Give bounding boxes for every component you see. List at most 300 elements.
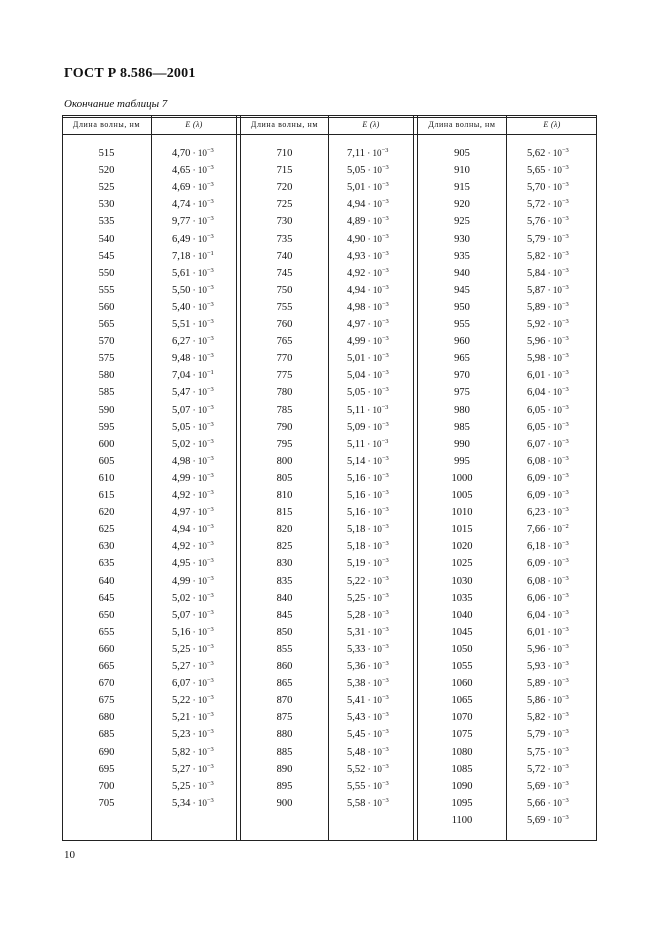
multiply-sign: · 10 bbox=[190, 695, 207, 706]
multiply-sign: · 10 bbox=[545, 661, 562, 671]
table-row bbox=[62, 179, 597, 196]
multiply-sign: · 10 bbox=[190, 233, 207, 244]
exponent: −3 bbox=[206, 232, 214, 240]
mantissa: 6,04 bbox=[527, 609, 546, 621]
exponent: −3 bbox=[561, 181, 569, 189]
multiply-sign: · 10 bbox=[365, 643, 382, 654]
multiply-sign: · 10 bbox=[545, 284, 562, 295]
wavelength-cell: 825 bbox=[276, 541, 293, 553]
mantissa: 5,02 bbox=[172, 592, 191, 604]
mantissa: 5,31 bbox=[347, 626, 366, 638]
mantissa: 5,65 bbox=[527, 165, 546, 177]
irradiance-cell bbox=[527, 641, 569, 659]
table-row bbox=[62, 590, 597, 607]
table-row bbox=[62, 402, 597, 419]
wavelength-cell: 780 bbox=[276, 387, 293, 399]
wavelength-cell: 980 bbox=[454, 404, 470, 416]
multiply-sign: · 10 bbox=[190, 729, 207, 740]
mantissa: 5,96 bbox=[527, 643, 546, 655]
wavelength-cell: 725 bbox=[276, 199, 293, 211]
multiply-sign: · 10 bbox=[190, 267, 207, 278]
mantissa: 5,69 bbox=[527, 814, 546, 826]
multiply-sign: · 10 bbox=[365, 404, 382, 415]
multiply-sign: · 10 bbox=[190, 797, 207, 808]
irradiance-cell bbox=[527, 812, 569, 830]
exponent: −3 bbox=[206, 660, 214, 667]
multiply-sign: · 10 bbox=[365, 626, 382, 637]
wavelength-cell: 960 bbox=[454, 336, 470, 348]
exponent: −3 bbox=[206, 181, 214, 189]
mantissa: 5,48 bbox=[347, 746, 366, 758]
irradiance-cell bbox=[527, 179, 569, 197]
exponent: −3 bbox=[561, 437, 569, 445]
exponent: −3 bbox=[206, 694, 214, 702]
multiply-sign: · 10 bbox=[190, 284, 207, 295]
mantissa: 5,93 bbox=[527, 661, 546, 672]
mantissa: 5,23 bbox=[172, 729, 191, 741]
multiply-sign: · 10 bbox=[190, 558, 207, 569]
wavelength-cell: 520 bbox=[98, 165, 115, 177]
wavelength-cell: 680 bbox=[98, 712, 115, 724]
wavelength-cell: 865 bbox=[276, 678, 293, 690]
table-row bbox=[62, 555, 597, 572]
exponent: −3 bbox=[206, 266, 214, 274]
mantissa: 5,82 bbox=[527, 250, 546, 262]
mantissa: 4,89 bbox=[347, 216, 366, 228]
mantissa: 5,40 bbox=[172, 301, 191, 313]
mantissa: 5,05 bbox=[347, 387, 366, 399]
exponent: −3 bbox=[561, 591, 569, 599]
wavelength-cell: 795 bbox=[276, 438, 293, 450]
multiply-sign: · 10 bbox=[365, 148, 382, 158]
irradiance-cell bbox=[527, 248, 569, 266]
exponent: −3 bbox=[561, 300, 569, 308]
mantissa: 7,04 bbox=[172, 370, 191, 382]
mantissa: 7,11 bbox=[347, 148, 365, 159]
exponent: −3 bbox=[561, 198, 569, 206]
mantissa: 4,94 bbox=[347, 199, 366, 211]
mantissa: 5,02 bbox=[172, 438, 191, 450]
wavelength-cell: 700 bbox=[98, 780, 115, 792]
exponent: −3 bbox=[206, 574, 214, 582]
irradiance-cell bbox=[527, 350, 569, 368]
irradiance-cell bbox=[527, 573, 569, 591]
multiply-sign: · 10 bbox=[365, 746, 382, 757]
multiply-sign: · 10 bbox=[190, 626, 207, 637]
wavelength-cell: 630 bbox=[98, 541, 115, 553]
wavelength-cell: 1025 bbox=[451, 558, 473, 570]
mantissa: 5,43 bbox=[347, 712, 366, 724]
multiply-sign: · 10 bbox=[365, 780, 382, 791]
mantissa: 4,92 bbox=[172, 490, 191, 501]
table-row bbox=[62, 538, 597, 555]
exponent: −3 bbox=[561, 779, 569, 787]
mantissa: 5,50 bbox=[172, 284, 191, 296]
exponent: −3 bbox=[561, 420, 569, 428]
mantissa: 6,18 bbox=[527, 541, 546, 553]
wavelength-cell: 1080 bbox=[451, 746, 473, 758]
exponent: −3 bbox=[206, 557, 214, 565]
mantissa: 4,97 bbox=[347, 319, 366, 330]
exponent: −3 bbox=[206, 728, 214, 736]
wavelength-cell: 845 bbox=[276, 609, 293, 621]
exponent: −3 bbox=[561, 660, 569, 667]
mantissa: 5,18 bbox=[347, 524, 366, 536]
multiply-sign: · 10 bbox=[190, 575, 207, 586]
mantissa: 9,48 bbox=[172, 353, 191, 365]
mantissa: 5,25 bbox=[172, 780, 191, 792]
multiply-sign: · 10 bbox=[365, 524, 382, 535]
multiply-sign: · 10 bbox=[365, 472, 382, 483]
multiply-sign: · 10 bbox=[365, 165, 382, 176]
mantissa: 5,55 bbox=[347, 780, 366, 792]
irradiance-cell bbox=[527, 162, 569, 180]
mantissa: 5,75 bbox=[527, 746, 546, 758]
table-caption: Окончание таблицы 7 bbox=[64, 98, 168, 110]
exponent: −3 bbox=[561, 574, 569, 582]
multiply-sign: · 10 bbox=[190, 524, 207, 535]
mantissa: 4,97 bbox=[172, 507, 191, 519]
exponent: −3 bbox=[381, 711, 389, 719]
multiply-sign: · 10 bbox=[545, 507, 562, 518]
wavelength-cell: 555 bbox=[98, 284, 115, 296]
mantissa: 5,22 bbox=[347, 575, 366, 587]
mantissa: 5,36 bbox=[347, 661, 366, 672]
multiply-sign: · 10 bbox=[545, 216, 562, 227]
wavelength-cell: 750 bbox=[276, 284, 293, 296]
exponent: −3 bbox=[381, 728, 389, 736]
exponent: −3 bbox=[206, 147, 214, 154]
exponent: −2 bbox=[561, 523, 569, 531]
wavelength-cell: 665 bbox=[98, 661, 115, 672]
exponent: −3 bbox=[561, 369, 569, 377]
exponent: −3 bbox=[561, 232, 569, 240]
table-row bbox=[62, 470, 597, 487]
mantissa: 5,87 bbox=[527, 284, 546, 296]
exponent: −3 bbox=[561, 266, 569, 274]
multiply-sign: · 10 bbox=[365, 438, 382, 449]
exponent: −3 bbox=[206, 420, 214, 428]
mantissa: 6,09 bbox=[527, 490, 546, 501]
multiply-sign: · 10 bbox=[190, 387, 207, 398]
multiply-sign: · 10 bbox=[365, 592, 382, 603]
multiply-sign: · 10 bbox=[365, 661, 382, 671]
wavelength-cell: 860 bbox=[276, 661, 293, 672]
irradiance-cell bbox=[527, 213, 569, 231]
mantissa: 6,01 bbox=[527, 370, 546, 382]
multiply-sign: · 10 bbox=[365, 250, 382, 261]
multiply-sign: · 10 bbox=[365, 558, 382, 569]
doc-title: ГОСТ Р 8.586—2001 bbox=[64, 66, 196, 81]
exponent: −3 bbox=[206, 403, 214, 411]
multiply-sign: · 10 bbox=[190, 712, 207, 723]
multiply-sign: · 10 bbox=[545, 301, 562, 312]
exponent: −3 bbox=[206, 796, 214, 804]
mantissa: 5,98 bbox=[527, 353, 546, 365]
exponent: −3 bbox=[381, 215, 389, 223]
wavelength-cell: 945 bbox=[454, 284, 470, 296]
wavelength-cell: 1030 bbox=[451, 575, 473, 587]
wavelength-cell: 575 bbox=[98, 353, 115, 365]
exponent: −3 bbox=[381, 779, 389, 787]
mantissa: 5,52 bbox=[347, 763, 366, 775]
exponent: −3 bbox=[381, 557, 389, 565]
exponent: −3 bbox=[561, 711, 569, 719]
wavelength-cell: 635 bbox=[98, 558, 115, 570]
multiply-sign: · 10 bbox=[545, 267, 562, 278]
exponent: −3 bbox=[381, 506, 389, 514]
table-row bbox=[62, 641, 597, 658]
table-row bbox=[62, 675, 597, 692]
exponent: −3 bbox=[561, 454, 569, 462]
mantissa: 5,45 bbox=[347, 729, 366, 741]
multiply-sign: · 10 bbox=[365, 678, 382, 689]
exponent: −3 bbox=[561, 762, 569, 770]
multiply-sign: · 10 bbox=[190, 438, 207, 449]
mantissa: 4,93 bbox=[347, 250, 366, 262]
mantissa: 6,27 bbox=[172, 336, 191, 348]
multiply-sign: · 10 bbox=[545, 780, 562, 791]
exponent: −3 bbox=[561, 215, 569, 223]
wavelength-cell: 675 bbox=[98, 695, 115, 707]
multiply-sign: · 10 bbox=[545, 609, 562, 620]
exponent: −3 bbox=[381, 283, 389, 291]
mantissa: 6,05 bbox=[527, 421, 546, 433]
wavelength-cell: 745 bbox=[276, 267, 293, 279]
multiply-sign: · 10 bbox=[190, 421, 207, 432]
multiply-sign: · 10 bbox=[545, 678, 562, 689]
exponent: −3 bbox=[381, 745, 389, 753]
mantissa: 5,07 bbox=[172, 404, 191, 416]
table-row bbox=[62, 436, 597, 453]
multiply-sign: · 10 bbox=[545, 746, 562, 757]
table-row bbox=[62, 624, 597, 641]
exponent: −3 bbox=[561, 249, 569, 257]
exponent: −3 bbox=[206, 352, 214, 360]
wavelength-cell: 900 bbox=[276, 797, 293, 809]
multiply-sign: · 10 bbox=[545, 404, 562, 415]
table-row bbox=[62, 795, 597, 812]
wavelength-cell: 620 bbox=[98, 507, 115, 519]
mantissa: 6,09 bbox=[527, 558, 546, 570]
table-row bbox=[62, 812, 597, 829]
wavelength-cell: 645 bbox=[98, 592, 115, 604]
mantissa: 5,76 bbox=[527, 216, 546, 228]
table-row bbox=[62, 607, 597, 624]
wavelength-cell: 580 bbox=[98, 370, 115, 382]
multiply-sign: · 10 bbox=[190, 182, 207, 193]
exponent: −3 bbox=[561, 283, 569, 291]
column-header-wavelength: Длина волны, нм bbox=[72, 120, 141, 129]
multiply-sign: · 10 bbox=[365, 284, 382, 295]
irradiance-cell bbox=[527, 726, 569, 744]
page-number: 10 bbox=[64, 849, 75, 861]
wavelength-cell: 605 bbox=[98, 455, 115, 467]
mantissa: 5,66 bbox=[527, 797, 546, 809]
irradiance-cell bbox=[527, 624, 569, 642]
exponent: −3 bbox=[381, 266, 389, 274]
multiply-sign: · 10 bbox=[545, 233, 562, 244]
table-row bbox=[62, 709, 597, 726]
multiply-sign: · 10 bbox=[190, 301, 207, 312]
exponent: −3 bbox=[381, 677, 389, 685]
mantissa: 5,84 bbox=[527, 267, 546, 279]
multiply-sign: · 10 bbox=[545, 729, 562, 740]
multiply-sign: · 10 bbox=[545, 472, 562, 483]
wavelength-cell: 1050 bbox=[451, 643, 473, 655]
mantissa: 5,58 bbox=[347, 797, 366, 809]
exponent: −3 bbox=[561, 557, 569, 565]
mantissa: 5,16 bbox=[172, 626, 191, 638]
wavelength-cell: 875 bbox=[276, 712, 293, 724]
mantissa: 5,01 bbox=[347, 353, 366, 365]
exponent: −3 bbox=[206, 779, 214, 787]
column-header-e: E (λ) bbox=[185, 120, 203, 129]
wavelength-cell: 755 bbox=[276, 301, 293, 313]
multiply-sign: · 10 bbox=[190, 643, 207, 654]
multiply-sign: · 10 bbox=[545, 643, 562, 654]
irradiance-cell bbox=[527, 590, 569, 608]
wavelength-cell: 660 bbox=[98, 643, 115, 655]
irradiance-cell bbox=[527, 282, 569, 300]
wavelength-cell: 965 bbox=[454, 353, 470, 365]
irradiance-cell bbox=[527, 692, 569, 710]
multiply-sign: · 10 bbox=[545, 626, 562, 637]
wavelength-cell: 655 bbox=[98, 626, 115, 638]
table-row bbox=[62, 265, 597, 282]
multiply-sign: · 10 bbox=[365, 353, 382, 364]
exponent: −3 bbox=[561, 728, 569, 736]
exponent: −3 bbox=[381, 642, 389, 650]
multiply-sign: · 10 bbox=[365, 233, 382, 244]
mantissa: 5,69 bbox=[527, 780, 546, 792]
wavelength-cell: 515 bbox=[98, 148, 115, 159]
table-row bbox=[62, 213, 597, 230]
mantissa: 4,95 bbox=[172, 558, 191, 570]
multiply-sign: · 10 bbox=[190, 592, 207, 603]
exponent: −1 bbox=[206, 249, 214, 257]
mantissa: 5,89 bbox=[527, 678, 546, 690]
mantissa: 5,09 bbox=[347, 421, 366, 433]
mantissa: 5,96 bbox=[527, 336, 546, 348]
multiply-sign: · 10 bbox=[190, 148, 207, 158]
table-row bbox=[62, 521, 597, 538]
table-row bbox=[62, 196, 597, 213]
multiply-sign: · 10 bbox=[190, 165, 207, 176]
multiply-sign: · 10 bbox=[190, 455, 207, 466]
exponent: −3 bbox=[206, 591, 214, 599]
exponent: −3 bbox=[381, 147, 389, 154]
wavelength-cell: 1000 bbox=[451, 472, 473, 484]
irradiance-cell bbox=[527, 367, 569, 385]
mantissa: 5,04 bbox=[347, 370, 366, 382]
table-row bbox=[62, 573, 597, 590]
exponent: −3 bbox=[206, 677, 214, 685]
mantissa: 5,05 bbox=[347, 165, 366, 177]
table-row bbox=[62, 419, 597, 436]
wavelength-cell: 1010 bbox=[451, 507, 473, 519]
mantissa: 6,23 bbox=[527, 507, 546, 519]
mantissa: 6,05 bbox=[527, 404, 546, 416]
multiply-sign: · 10 bbox=[545, 336, 562, 347]
multiply-sign: · 10 bbox=[190, 370, 207, 381]
multiply-sign: · 10 bbox=[545, 438, 562, 449]
mantissa: 5,05 bbox=[172, 421, 191, 433]
wavelength-cell: 1055 bbox=[451, 661, 473, 672]
table-row bbox=[62, 282, 597, 299]
irradiance-cell bbox=[527, 402, 569, 420]
wavelength-cell: 550 bbox=[98, 267, 115, 279]
wavelength-cell: 810 bbox=[276, 490, 293, 501]
wavelength-cell: 1070 bbox=[451, 712, 473, 724]
multiply-sign: · 10 bbox=[190, 763, 207, 774]
mantissa: 5,27 bbox=[172, 763, 191, 775]
mantissa: 5,11 bbox=[347, 438, 365, 450]
multiply-sign: · 10 bbox=[545, 353, 562, 364]
mantissa: 5,07 bbox=[172, 609, 191, 621]
exponent: −3 bbox=[561, 677, 569, 685]
wavelength-cell: 950 bbox=[454, 301, 470, 313]
wavelength-cell: 785 bbox=[276, 404, 293, 416]
exponent: −3 bbox=[381, 523, 389, 531]
wavelength-cell: 970 bbox=[454, 370, 470, 382]
mantissa: 5,27 bbox=[172, 661, 191, 672]
mantissa: 6,08 bbox=[527, 575, 546, 587]
multiply-sign: · 10 bbox=[545, 250, 562, 261]
wavelength-cell: 650 bbox=[98, 609, 115, 621]
column-header-wavelength: Длина волны, нм bbox=[250, 120, 319, 129]
mantissa: 5,16 bbox=[347, 490, 366, 501]
exponent: −3 bbox=[381, 540, 389, 548]
wavelength-cell: 615 bbox=[98, 490, 115, 501]
wavelength-cell: 1045 bbox=[451, 626, 473, 638]
irradiance-cell bbox=[527, 778, 569, 796]
exponent: −3 bbox=[561, 489, 569, 496]
multiply-sign: · 10 bbox=[365, 763, 382, 774]
mantissa: 5,82 bbox=[172, 746, 191, 758]
mantissa: 6,06 bbox=[527, 592, 546, 604]
multiply-sign: · 10 bbox=[365, 370, 382, 381]
column-header-e: E (λ) bbox=[362, 120, 380, 129]
mantissa: 4,98 bbox=[347, 301, 366, 313]
wavelength-cell: 1085 bbox=[451, 763, 473, 775]
mantissa: 4,92 bbox=[347, 267, 366, 279]
irradiance-cell bbox=[527, 709, 569, 727]
exponent: −3 bbox=[561, 813, 569, 821]
multiply-sign: · 10 bbox=[545, 319, 562, 329]
multiply-sign: · 10 bbox=[365, 301, 382, 312]
multiply-sign: · 10 bbox=[190, 319, 207, 329]
multiply-sign: · 10 bbox=[190, 199, 207, 210]
wavelength-cell: 925 bbox=[454, 216, 470, 228]
multiply-sign: · 10 bbox=[365, 575, 382, 586]
exponent: −3 bbox=[561, 625, 569, 633]
mantissa: 9,77 bbox=[172, 216, 191, 228]
exponent: −3 bbox=[381, 352, 389, 360]
exponent: −3 bbox=[561, 608, 569, 616]
wavelength-cell: 670 bbox=[98, 678, 115, 690]
wavelength-cell: 690 bbox=[98, 746, 115, 758]
multiply-sign: · 10 bbox=[545, 763, 562, 774]
multiply-sign: · 10 bbox=[545, 797, 562, 808]
multiply-sign: · 10 bbox=[190, 250, 207, 261]
wavelength-cell: 890 bbox=[276, 763, 293, 775]
spectral-table bbox=[62, 115, 597, 841]
irradiance-cell bbox=[527, 145, 569, 163]
multiply-sign: · 10 bbox=[545, 182, 562, 193]
exponent: −3 bbox=[206, 489, 214, 496]
exponent: −3 bbox=[206, 625, 214, 633]
